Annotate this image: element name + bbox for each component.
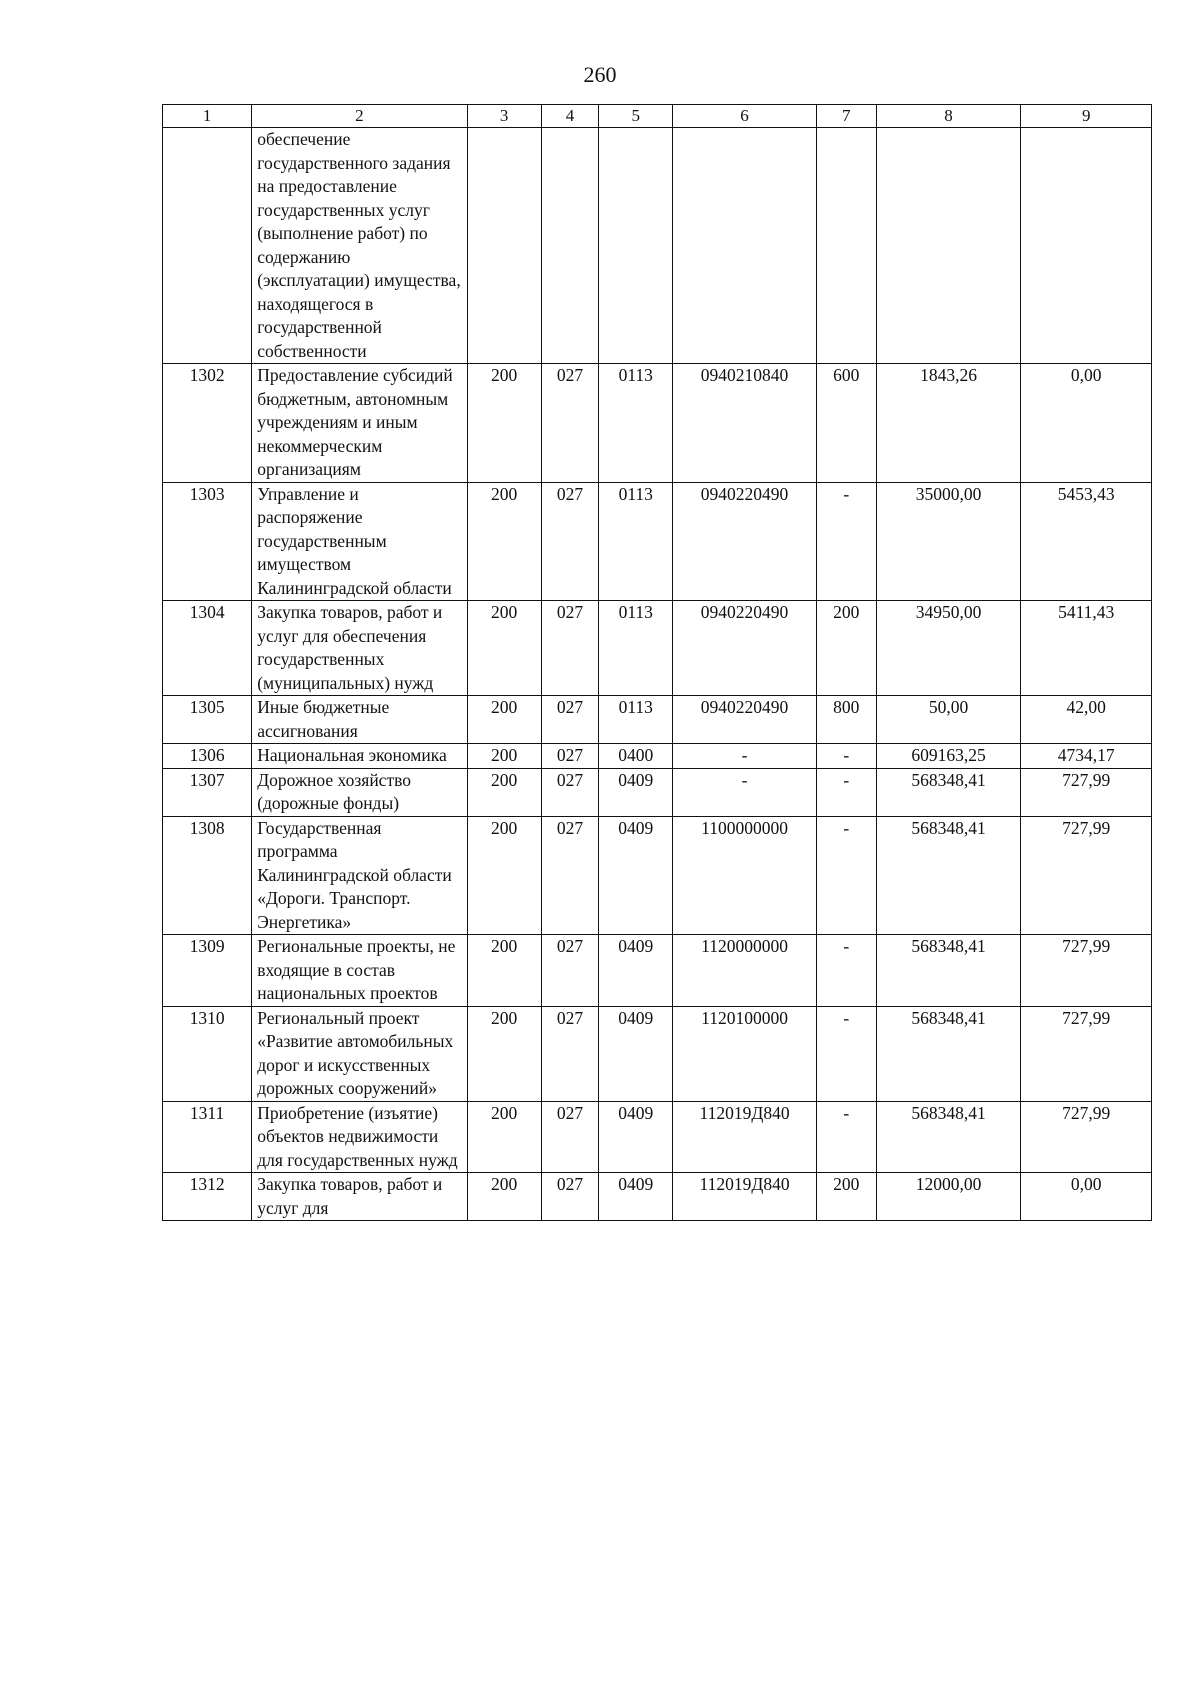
cell-col-4: 027 <box>541 744 599 769</box>
table-row <box>163 128 1152 364</box>
header-col-2: 2 <box>252 105 467 128</box>
cell-col-3: 200 <box>467 744 541 769</box>
row-name: Государственная программа Калининградской области «Дороги. Транспорт. Энергетика» <box>252 816 467 935</box>
cell-col-6: - <box>673 768 817 816</box>
cell-col-4: 027 <box>541 1173 599 1221</box>
cell-col-7: 800 <box>816 696 876 744</box>
row-name: Управление и распоряжение государственным имуществом Калининградской области <box>252 482 467 601</box>
cell-col-3: 200 <box>467 1173 541 1221</box>
table-row <box>163 601 1152 696</box>
row-number: 1312 <box>163 1173 252 1221</box>
cell-col-9: 727,99 <box>1021 768 1152 816</box>
cell-col-7: - <box>816 935 876 1007</box>
row-number: 1311 <box>163 1101 252 1173</box>
cell-col-8: 35000,00 <box>876 482 1021 601</box>
header-col-6: 6 <box>673 105 817 128</box>
table-row <box>163 696 1152 744</box>
row-name: Приобретение (изъятие) объектов недвижимости для государственных нужд <box>252 1101 467 1173</box>
cell-col-5 <box>599 128 673 364</box>
row-number: 1303 <box>163 482 252 601</box>
cell-col-9: 5411,43 <box>1021 601 1152 696</box>
cell-col-9: 727,99 <box>1021 935 1152 1007</box>
cell-col-8: 568348,41 <box>876 768 1021 816</box>
cell-col-4: 027 <box>541 768 599 816</box>
cell-col-8: 1843,26 <box>876 364 1021 483</box>
cell-col-9: 0,00 <box>1021 364 1152 483</box>
cell-col-9: 0,00 <box>1021 1173 1152 1221</box>
cell-col-7 <box>816 128 876 364</box>
table-row <box>163 744 1152 769</box>
header-col-9: 9 <box>1021 105 1152 128</box>
cell-col-4: 027 <box>541 364 599 483</box>
cell-col-3: 200 <box>467 816 541 935</box>
cell-col-7: 600 <box>816 364 876 483</box>
cell-col-7: - <box>816 482 876 601</box>
cell-col-7: - <box>816 744 876 769</box>
header-col-3: 3 <box>467 105 541 128</box>
table-row <box>163 364 1152 483</box>
page-number: 260 <box>583 62 617 87</box>
cell-col-6: 1120100000 <box>673 1006 817 1101</box>
row-name: Закупка товаров, работ и услуг для обеспечения государственных (муниципальных) нужд <box>252 601 467 696</box>
cell-col-5: 0409 <box>599 935 673 1007</box>
row-number: 1307 <box>163 768 252 816</box>
cell-col-7: - <box>816 1101 876 1173</box>
cell-col-5: 0409 <box>599 1006 673 1101</box>
row-name: Национальная экономика <box>252 744 467 769</box>
cell-col-5: 0113 <box>599 601 673 696</box>
row-number: 1306 <box>163 744 252 769</box>
header-col-5: 5 <box>599 105 673 128</box>
cell-col-4: 027 <box>541 1006 599 1101</box>
cell-col-9: 4734,17 <box>1021 744 1152 769</box>
header-col-7: 7 <box>816 105 876 128</box>
cell-col-3: 200 <box>467 1101 541 1173</box>
cell-col-8: 568348,41 <box>876 1006 1021 1101</box>
cell-col-6: 112019Д840 <box>673 1173 817 1221</box>
cell-col-3: 200 <box>467 364 541 483</box>
cell-col-9: 727,99 <box>1021 1101 1152 1173</box>
cell-col-6: 0940220490 <box>673 482 817 601</box>
cell-col-6: 112019Д840 <box>673 1101 817 1173</box>
cell-col-6: - <box>673 744 817 769</box>
table-row <box>163 816 1152 935</box>
cell-col-7: - <box>816 1006 876 1101</box>
table-row <box>163 482 1152 601</box>
cell-col-6: 0940220490 <box>673 696 817 744</box>
cell-col-6: 0940220490 <box>673 601 817 696</box>
cell-col-5: 0409 <box>599 816 673 935</box>
cell-col-8: 568348,41 <box>876 935 1021 1007</box>
cell-col-4: 027 <box>541 601 599 696</box>
cell-col-8: 34950,00 <box>876 601 1021 696</box>
table-row <box>163 1006 1152 1101</box>
cell-col-4 <box>541 128 599 364</box>
header-row <box>163 105 1152 128</box>
table-row <box>163 1173 1152 1221</box>
cell-col-5: 0113 <box>599 482 673 601</box>
budget-table <box>162 104 1152 1221</box>
row-name: Предоставление субсидий бюджетным, автономным учреждениям и иным некоммерческим организациям <box>252 364 467 483</box>
header-col-4: 4 <box>541 105 599 128</box>
cell-col-7: - <box>816 816 876 935</box>
cell-col-3: 200 <box>467 482 541 601</box>
cell-col-9 <box>1021 128 1152 364</box>
cell-col-5: 0409 <box>599 1101 673 1173</box>
cell-col-3 <box>467 128 541 364</box>
cell-col-5: 0113 <box>599 364 673 483</box>
row-name: обеспечение государственного задания на предоставление государственных услуг (выполнение работ) по содержанию (эксплуатации) имущества, находящегося в государственной собственности <box>252 128 467 364</box>
row-number: 1305 <box>163 696 252 744</box>
cell-col-6: 1120000000 <box>673 935 817 1007</box>
cell-col-4: 027 <box>541 935 599 1007</box>
cell-col-8: 50,00 <box>876 696 1021 744</box>
cell-col-3: 200 <box>467 1006 541 1101</box>
cell-col-7: 200 <box>816 601 876 696</box>
cell-col-4: 027 <box>541 1101 599 1173</box>
cell-col-9: 727,99 <box>1021 1006 1152 1101</box>
cell-col-6: 0940210840 <box>673 364 817 483</box>
header-col-1: 1 <box>163 105 252 128</box>
cell-col-8: 568348,41 <box>876 816 1021 935</box>
row-number <box>163 128 252 364</box>
row-name: Региональный проект «Развитие автомобильных дорог и искусственных дорожных сооружений» <box>252 1006 467 1101</box>
row-name: Закупка товаров, работ и услуг для <box>252 1173 467 1221</box>
cell-col-5: 0409 <box>599 768 673 816</box>
cell-col-7: 200 <box>816 1173 876 1221</box>
row-number: 1304 <box>163 601 252 696</box>
table-row <box>163 1101 1152 1173</box>
cell-col-9: 42,00 <box>1021 696 1152 744</box>
row-number: 1309 <box>163 935 252 1007</box>
cell-col-5: 0400 <box>599 744 673 769</box>
table-row <box>163 768 1152 816</box>
cell-col-3: 200 <box>467 768 541 816</box>
table-row <box>163 935 1152 1007</box>
row-number: 1308 <box>163 816 252 935</box>
cell-col-9: 727,99 <box>1021 816 1152 935</box>
cell-col-5: 0113 <box>599 696 673 744</box>
header-col-8: 8 <box>876 105 1021 128</box>
cell-col-4: 027 <box>541 696 599 744</box>
cell-col-8: 12000,00 <box>876 1173 1021 1221</box>
cell-col-7: - <box>816 768 876 816</box>
row-name: Региональные проекты, не входящие в состав национальных проектов <box>252 935 467 1007</box>
cell-col-9: 5453,43 <box>1021 482 1152 601</box>
cell-col-5: 0409 <box>599 1173 673 1221</box>
cell-col-8 <box>876 128 1021 364</box>
cell-col-3: 200 <box>467 696 541 744</box>
cell-col-6 <box>673 128 817 364</box>
cell-col-4: 027 <box>541 482 599 601</box>
cell-col-6: 1100000000 <box>673 816 817 935</box>
row-name: Дорожное хозяйство (дорожные фонды) <box>252 768 467 816</box>
cell-col-3: 200 <box>467 935 541 1007</box>
cell-col-8: 609163,25 <box>876 744 1021 769</box>
row-name: Иные бюджетные ассигнования <box>252 696 467 744</box>
row-number: 1302 <box>163 364 252 483</box>
row-number: 1310 <box>163 1006 252 1101</box>
cell-col-4: 027 <box>541 816 599 935</box>
cell-col-3: 200 <box>467 601 541 696</box>
cell-col-8: 568348,41 <box>876 1101 1021 1173</box>
